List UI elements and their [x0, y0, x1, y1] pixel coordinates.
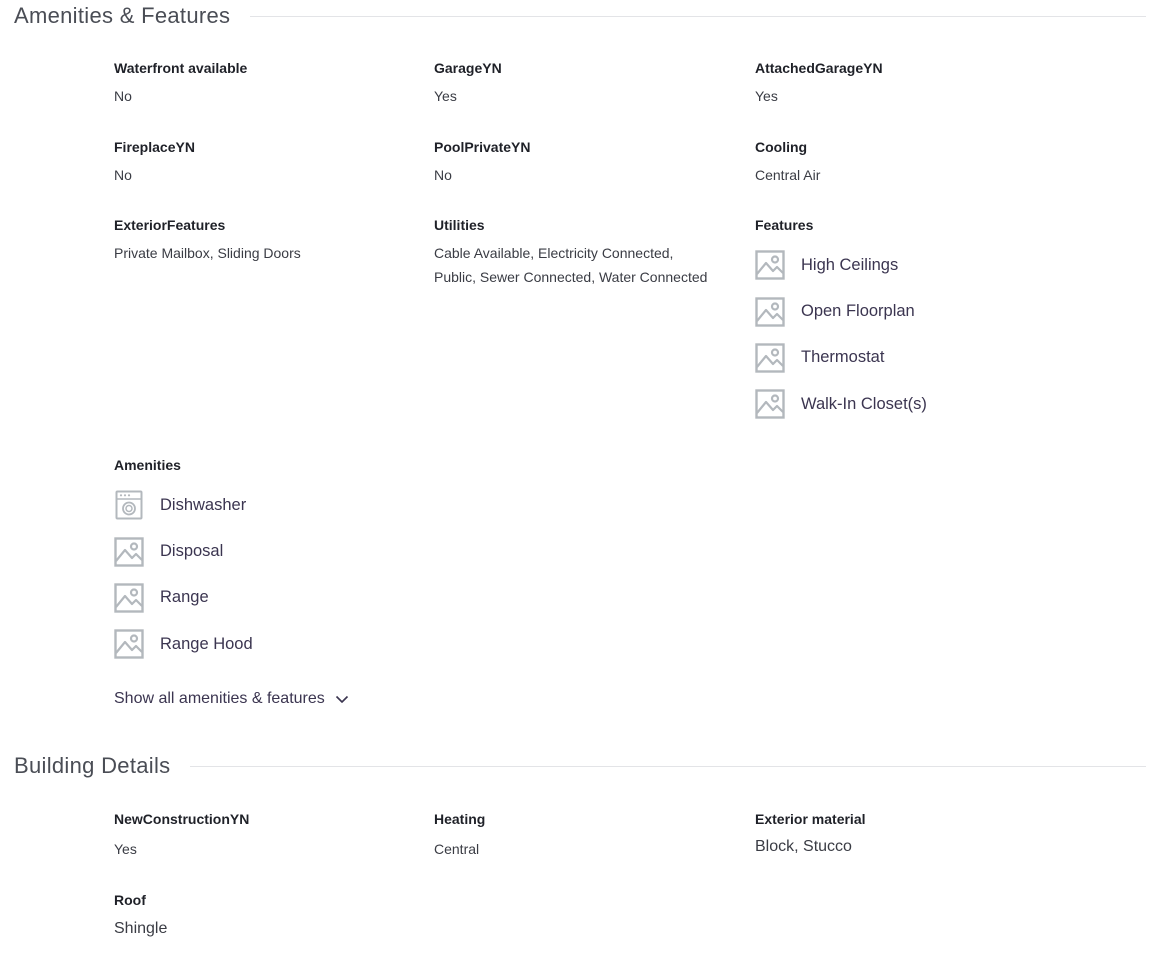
field-garage [434, 60, 734, 109]
field-label: Heating [434, 811, 486, 827]
field-label: Waterfront available [114, 60, 248, 76]
field-value: No [114, 88, 132, 104]
field-value: Cable Available, Electricity Connected, Public, Sewer Connected, Water Connected [434, 245, 708, 285]
building-section-title: Building Details [14, 753, 171, 778]
image-placeholder-icon [755, 250, 785, 280]
image-placeholder-icon [114, 583, 144, 613]
field-cooling [755, 139, 1055, 188]
field-exterior-features [114, 217, 414, 266]
field-label: PoolPrivateYN [434, 139, 531, 155]
amenity-item [114, 575, 384, 621]
amenity-item [114, 621, 384, 667]
field-label: ExteriorFeatures [114, 217, 226, 233]
amenities-section-title: Amenities & Features [14, 3, 231, 28]
field-value: Private Mailbox, Sliding Doors [114, 245, 301, 261]
field-value: No [114, 167, 132, 183]
image-placeholder-icon [755, 343, 785, 373]
feature-name: Walk-In Closet(s) [801, 394, 927, 413]
show-all-amenities-button[interactable] [114, 690, 349, 708]
field-label: AttachedGarageYN [755, 60, 883, 76]
field-exterior-material [755, 811, 1055, 859]
field-waterfront [114, 60, 414, 109]
feature-name: Thermostat [801, 348, 885, 367]
building-section-header [14, 753, 1146, 779]
field-roof [114, 892, 414, 941]
feature-name: Open Floorplan [801, 302, 915, 321]
feature-name: High Ceilings [801, 255, 899, 274]
feature-item [755, 242, 1025, 288]
field-label: FireplaceYN [114, 139, 195, 155]
field-value: Yes [434, 88, 457, 104]
field-label: GarageYN [434, 60, 502, 76]
amenity-name: Disposal [160, 542, 224, 561]
amenity-name: Dishwasher [160, 495, 247, 514]
image-placeholder-icon [114, 537, 144, 567]
amenity-name: Range [160, 588, 209, 607]
show-all-label: Show all amenities & features [114, 690, 325, 707]
field-value: Block, Stucco [755, 838, 852, 855]
field-label: NewConstructionYN [114, 811, 250, 827]
field-attached-garage [755, 60, 1055, 109]
image-placeholder-icon [755, 297, 785, 327]
amenities-list [114, 482, 414, 668]
features-list [755, 242, 1055, 428]
section-divider [190, 766, 1146, 767]
field-value: Yes [114, 841, 137, 857]
field-value: Yes [755, 88, 778, 104]
amenity-item [114, 482, 384, 528]
image-placeholder-icon [755, 389, 785, 419]
field-new-construction [114, 811, 414, 862]
field-value: No [434, 167, 452, 183]
chevron-down-icon [335, 692, 349, 706]
amenity-name: Range Hood [160, 634, 253, 653]
image-placeholder-icon [114, 629, 144, 659]
feature-item [755, 288, 1025, 334]
field-value: Shingle [114, 920, 168, 937]
amenities-section-header [14, 3, 1146, 29]
field-label: Cooling [755, 139, 808, 155]
field-label: Utilities [434, 217, 485, 233]
features-label: Features [755, 217, 814, 233]
dishwasher-icon [114, 490, 144, 520]
field-label: Exterior material [755, 811, 866, 827]
field-value: Central [434, 841, 480, 857]
field-utilities [434, 217, 719, 289]
amenities-group [114, 457, 414, 668]
field-label: Roof [114, 892, 146, 908]
section-divider [250, 16, 1146, 17]
feature-item [755, 381, 1025, 427]
amenities-label: Amenities [114, 457, 181, 473]
field-heating [434, 811, 734, 862]
features-group [755, 217, 1055, 428]
field-pool-private [434, 139, 734, 188]
feature-item [755, 335, 1025, 381]
field-fireplace [114, 139, 414, 188]
amenity-item [114, 528, 384, 574]
field-value: Central Air [755, 167, 821, 183]
